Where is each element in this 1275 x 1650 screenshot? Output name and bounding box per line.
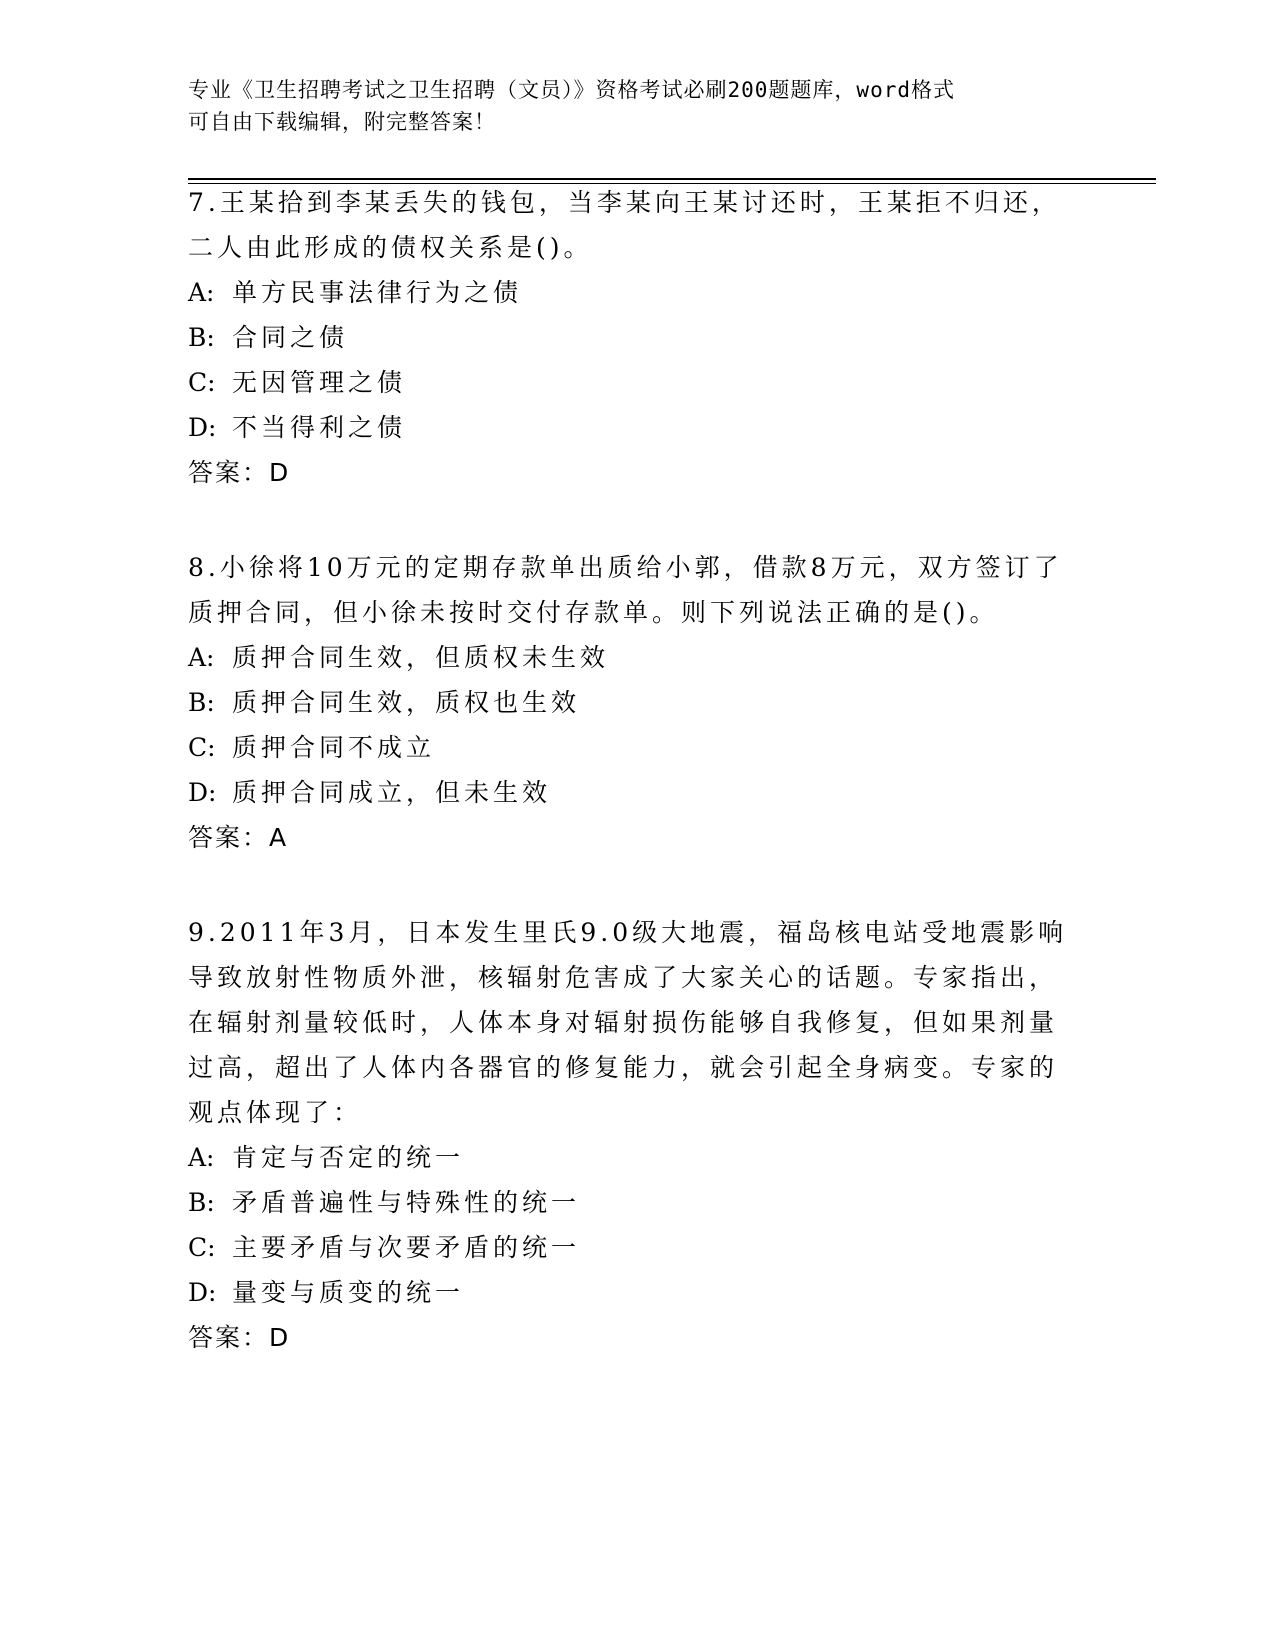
answer-line: 答案：D — [188, 1323, 291, 1352]
question-stem-line: 导致放射性物质外泄，核辐射危害成了大家关心的话题。专家指出， — [188, 963, 1059, 992]
option-text: 质押合同不成立 — [232, 733, 436, 762]
option-text: 主要矛盾与次要矛盾的统一 — [232, 1233, 581, 1262]
document-header — [188, 74, 1088, 138]
question-stem-line: 8.小徐将10万元的定期存款单出质给小郭，借款8万元，双方签订了 — [188, 553, 1063, 582]
option-b — [188, 1180, 1088, 1225]
option-text: 量变与质变的统一 — [232, 1278, 465, 1307]
question-block — [188, 545, 1088, 860]
question-stem-line: 观点体现了： — [188, 1098, 363, 1127]
answer-line: 答案：D — [188, 458, 291, 487]
option-letter: C: — [188, 1233, 216, 1262]
option-d — [188, 405, 1088, 450]
question-block — [188, 910, 1088, 1360]
answer-line: 答案：A — [188, 823, 289, 852]
question-block — [188, 180, 1088, 495]
option-c — [188, 725, 1088, 770]
option-letter: B: — [188, 688, 215, 717]
option-c — [188, 1225, 1088, 1270]
option-text: 单方民事法律行为之债 — [232, 278, 523, 307]
question-stem-line: 质押合同，但小徐未按时交付存款单。则下列说法正确的是()。 — [188, 598, 999, 627]
option-text: 质押合同成立，但未生效 — [232, 778, 552, 807]
option-text: 不当得利之债 — [232, 413, 407, 442]
option-d — [188, 770, 1088, 815]
option-b — [188, 315, 1088, 360]
option-letter: A: — [188, 643, 215, 672]
option-text: 肯定与否定的统一 — [232, 1143, 465, 1172]
header-line-2: 可自由下载编辑，附完整答案！ — [188, 110, 496, 134]
option-letter: B: — [188, 323, 215, 352]
option-letter: A: — [188, 278, 215, 307]
question-stem-line: 在辐射剂量较低时，人体本身对辐射损伤能够自我修复，但如果剂量 — [188, 1008, 1059, 1037]
option-text: 无因管理之债 — [232, 368, 407, 397]
option-b — [188, 680, 1088, 725]
option-text: 矛盾普遍性与特殊性的统一 — [232, 1188, 581, 1217]
option-letter: C: — [188, 733, 216, 762]
header-line-1: 专业《卫生招聘考试之卫生招聘（文员）》资格考试必刷200题题库，word格式 — [188, 78, 955, 102]
question-stem-line: 7.王某拾到李某丢失的钱包，当李某向王某讨还时，王某拒不归还， — [188, 188, 1061, 217]
option-letter: D: — [188, 1278, 217, 1307]
option-a — [188, 270, 1088, 315]
question-stem-line: 9.2011年3月，日本发生里氏9.0级大地震，福岛核电站受地震影响 — [188, 918, 1068, 947]
option-a — [188, 635, 1088, 680]
option-a — [188, 1135, 1088, 1180]
option-c — [188, 360, 1088, 405]
question-stem-line: 过高，超出了人体内各器官的修复能力，就会引起全身病变。专家的 — [188, 1053, 1059, 1082]
option-text: 质押合同生效，质权也生效 — [232, 688, 581, 717]
option-letter: B: — [188, 1188, 215, 1217]
question-stem-line: 二人由此形成的债权关系是()。 — [188, 233, 593, 262]
option-letter: D: — [188, 778, 217, 807]
option-text: 质押合同生效，但质权未生效 — [232, 643, 610, 672]
option-letter: C: — [188, 368, 216, 397]
option-d — [188, 1270, 1088, 1315]
option-text: 合同之债 — [232, 323, 349, 352]
option-letter: D: — [188, 413, 217, 442]
option-letter: A: — [188, 1143, 215, 1172]
